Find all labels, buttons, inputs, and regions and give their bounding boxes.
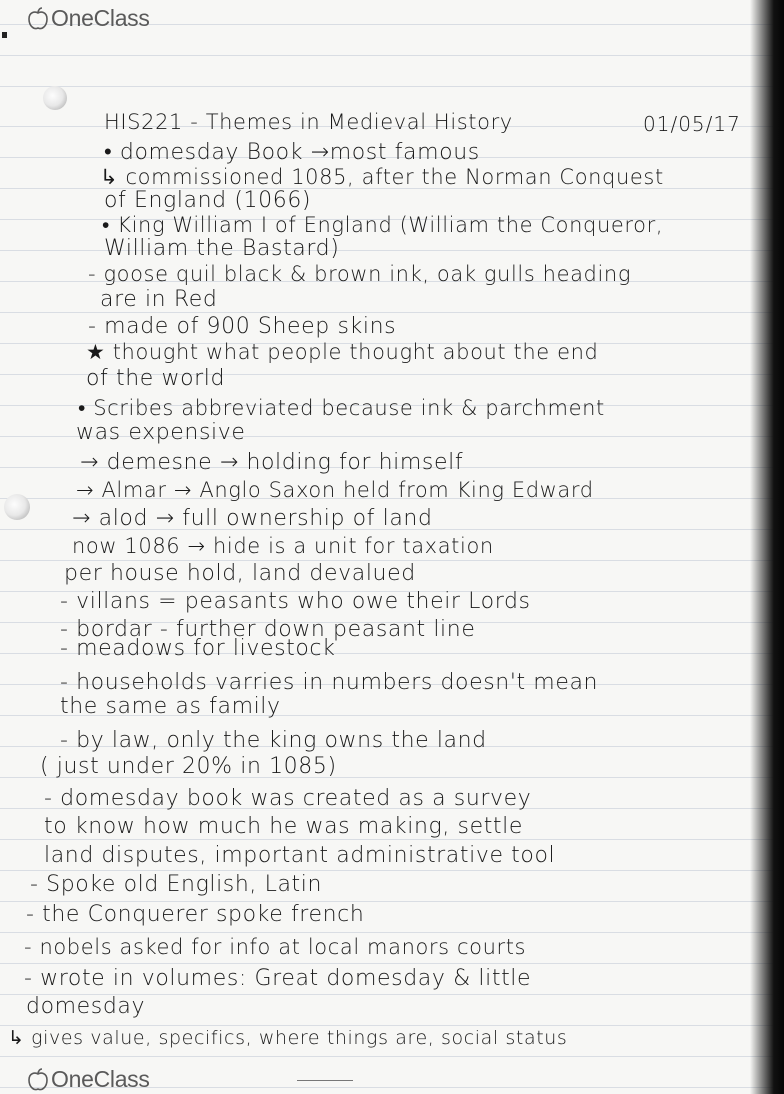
- note-line: - made of 900 Sheep skins: [88, 314, 397, 339]
- note-line: → alod → full ownership of land: [72, 506, 433, 531]
- apple-logo-icon: [27, 1068, 49, 1092]
- note-line: - meadows for livestock: [60, 636, 336, 661]
- page-date: 01/05/17: [643, 112, 741, 136]
- binder-hole: [4, 494, 30, 520]
- note-line: - villans = peasants who owe their Lords: [60, 589, 531, 614]
- note-line: - wrote in volumes: Great domesday & little: [24, 966, 532, 991]
- brand-name: OneClass: [51, 1066, 150, 1092]
- note-line: the same as family: [60, 694, 281, 719]
- note-line: of the world: [86, 366, 226, 391]
- note-line: • King William I of England (William the Conqueror,: [102, 213, 664, 237]
- note-line: → Almar → Anglo Saxon held from King Edward: [76, 478, 594, 502]
- brand-header: [27, 5, 150, 32]
- note-line: - the Conquerer spoke french: [26, 902, 365, 927]
- note-line: - nobels asked for info at local manors courts: [24, 935, 527, 959]
- note-line: ↳ gives value, specifics, where things are, social status: [8, 1027, 568, 1049]
- note-line: ( just under 20% in 1085): [40, 754, 337, 779]
- note-line: • domesday Book →most famous: [104, 140, 480, 165]
- note-line: of England (1066): [104, 188, 312, 213]
- note-line: land disputes, important administrative tool: [44, 843, 556, 868]
- note-line: per house hold, land devalued: [64, 561, 416, 586]
- note-line: William the Bastard): [104, 236, 340, 261]
- note-line: - goose quil black & brown ink, oak gulls heading: [88, 262, 632, 286]
- note-line: ★ thought what people thought about the end: [86, 340, 599, 364]
- note-line: - households varries in numbers doesn't mean: [60, 670, 599, 695]
- brand-name: OneClass: [51, 5, 150, 31]
- note-line: to know how much he was making, settle: [44, 814, 523, 839]
- binder-hole: [43, 86, 67, 110]
- note-line: - domesday book was created as a survey: [44, 786, 532, 811]
- brand-footer: [27, 1066, 150, 1093]
- note-line: • Scribes abbreviated because ink & parchment: [78, 396, 605, 420]
- note-line: - Spoke old English, Latin: [30, 872, 323, 897]
- note-line: are in Red: [100, 287, 218, 312]
- note-line: was expensive: [76, 420, 246, 445]
- note-line: - bordar - further down peasant line: [60, 617, 476, 642]
- note-line: now 1086 → hide is a unit for taxation: [72, 534, 494, 558]
- note-line: - by law, only the king owns the land: [60, 728, 487, 753]
- divider: [297, 1080, 353, 1081]
- note-line: → demesne → holding for himself: [80, 450, 464, 475]
- note-line: domesday: [26, 994, 146, 1019]
- page-edge-shadow: [750, 0, 784, 1094]
- apple-logo-icon: [27, 7, 49, 31]
- margin-mark: [2, 32, 7, 38]
- page-title: HIS221 - Themes in Medieval History: [104, 110, 513, 134]
- note-line: ↳ commissioned 1085, after the Norman Conquest: [100, 165, 664, 189]
